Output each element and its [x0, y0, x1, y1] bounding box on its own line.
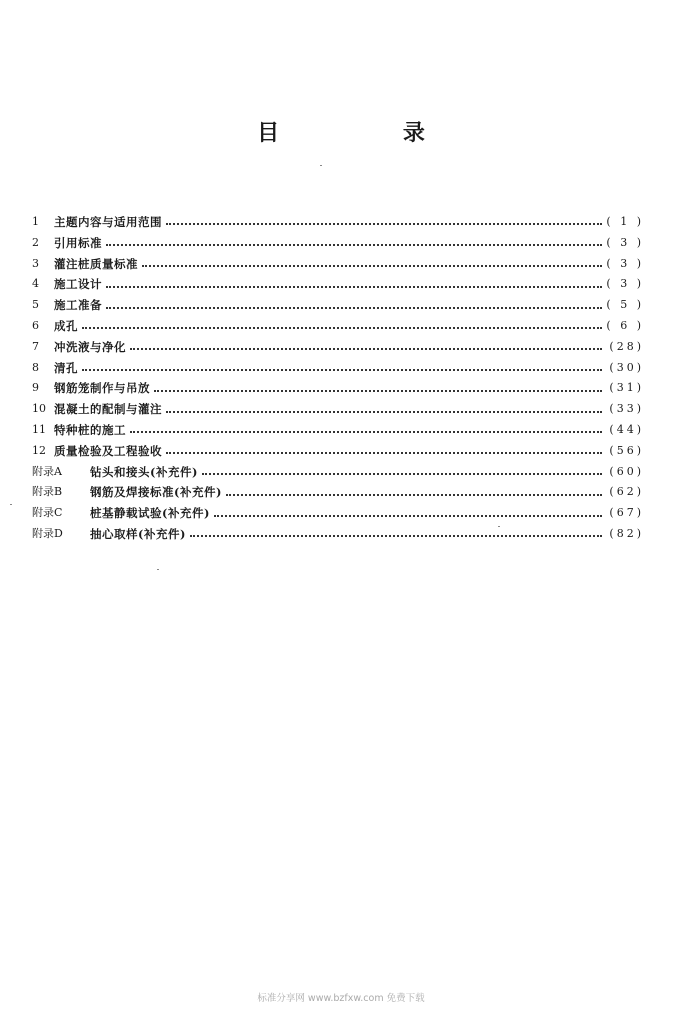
toc-leader-dots — [130, 423, 602, 433]
toc-leader-dots — [190, 527, 602, 537]
toc-entry[interactable] — [32, 441, 644, 462]
toc-leader-dots — [166, 403, 602, 413]
toc-label: 清孔 — [54, 360, 78, 375]
toc-leader-dots — [106, 278, 602, 288]
toc-entry[interactable] — [32, 274, 644, 295]
toc-entry[interactable] — [32, 295, 644, 316]
toc-number: 4 — [32, 277, 39, 291]
toc-leader-dots — [226, 486, 602, 496]
toc-number: 8 — [32, 360, 39, 374]
toc-leader-dots — [166, 444, 602, 454]
toc-number: 附录C — [32, 506, 63, 520]
toc-label: 质量检验及工程验收 — [54, 443, 162, 458]
toc-label: 成孔 — [54, 318, 78, 333]
scan-speck — [157, 569, 159, 570]
toc-label: 引用标准 — [54, 235, 102, 250]
toc-label: 抽心取样(补充件) — [90, 526, 186, 541]
toc-number: 10 — [32, 402, 46, 416]
table-of-contents — [32, 212, 644, 545]
toc-page-ref: (44) — [609, 422, 644, 436]
toc-page-ref: ( 3 ) — [606, 235, 644, 249]
toc-label: 混凝土的配制与灌注 — [54, 402, 162, 417]
toc-number: 11 — [32, 422, 46, 436]
toc-entry[interactable] — [32, 399, 644, 420]
toc-entry-appendix[interactable] — [32, 503, 644, 524]
toc-page-ref: ( 5 ) — [606, 298, 644, 312]
scan-speck — [498, 526, 500, 527]
toc-entry[interactable] — [32, 254, 644, 275]
toc-label: 施工设计 — [54, 277, 102, 292]
toc-leader-dots — [106, 236, 602, 246]
toc-page-ref: (60) — [609, 464, 644, 478]
toc-page-ref: (30) — [609, 360, 644, 374]
toc-entry-appendix[interactable] — [32, 482, 644, 503]
toc-page-ref: (56) — [609, 443, 644, 457]
toc-entry[interactable] — [32, 233, 644, 254]
toc-page-ref: ( 3 ) — [606, 256, 644, 270]
toc-number: 1 — [32, 215, 39, 228]
page-title: 目 录 — [257, 121, 483, 146]
toc-leader-dots — [154, 382, 602, 392]
toc-number: 3 — [32, 256, 39, 270]
toc-leader-dots — [106, 299, 602, 309]
toc-page-ref: (67) — [609, 506, 644, 520]
toc-leader-dots — [130, 340, 602, 350]
toc-number: 6 — [32, 318, 39, 332]
toc-entry-appendix[interactable] — [32, 524, 644, 545]
toc-leader-dots — [82, 361, 602, 371]
toc-page-ref: ( 6 ) — [606, 318, 644, 332]
toc-label: 主题内容与适用范围 — [54, 215, 162, 229]
toc-page-ref: (82) — [609, 526, 644, 540]
toc-number: 9 — [32, 381, 39, 395]
toc-leader-dots — [166, 215, 602, 225]
scan-speck — [320, 165, 322, 166]
toc-label: 钻头和接头(补充件) — [90, 464, 198, 479]
toc-page-ref: (33) — [609, 402, 644, 416]
toc-entry-appendix[interactable] — [32, 462, 644, 483]
toc-number: 附录B — [32, 485, 63, 499]
toc-label: 桩基静载试验(补充件) — [90, 506, 210, 521]
toc-number: 7 — [32, 339, 39, 353]
toc-page-ref: ( 1 ) — [606, 215, 644, 228]
watermark-footer: 标准分享网 www.bzfxw.com 免费下载 — [257, 993, 425, 1004]
toc-label: 特种桩的施工 — [54, 422, 126, 437]
toc-page-ref: (28) — [609, 339, 644, 353]
toc-number: 5 — [32, 298, 39, 312]
toc-leader-dots — [202, 465, 602, 475]
toc-label: 冲洗液与净化 — [54, 339, 126, 354]
toc-leader-dots — [82, 319, 602, 329]
toc-entry[interactable] — [32, 337, 644, 358]
toc-page-ref: ( 3 ) — [606, 277, 644, 291]
toc-entry[interactable] — [32, 212, 644, 233]
toc-number: 2 — [32, 235, 39, 249]
toc-page-ref: (62) — [609, 485, 644, 499]
toc-leader-dots — [214, 507, 602, 517]
toc-page-ref: (31) — [609, 381, 644, 395]
toc-label: 施工准备 — [54, 298, 102, 313]
toc-number: 12 — [32, 443, 46, 457]
toc-entry[interactable] — [32, 420, 644, 441]
toc-leader-dots — [142, 257, 602, 267]
toc-label: 钢筋笼制作与吊放 — [54, 381, 150, 396]
toc-label: 灌注桩质量标准 — [54, 256, 138, 271]
toc-entry[interactable] — [32, 316, 644, 337]
toc-number: 附录D — [32, 526, 63, 540]
toc-entry[interactable] — [32, 358, 644, 379]
toc-label: 钢筋及焊接标准(补充件) — [90, 485, 222, 500]
toc-number: 附录A — [32, 464, 62, 478]
toc-entry[interactable] — [32, 378, 644, 399]
scan-speck — [10, 504, 12, 505]
